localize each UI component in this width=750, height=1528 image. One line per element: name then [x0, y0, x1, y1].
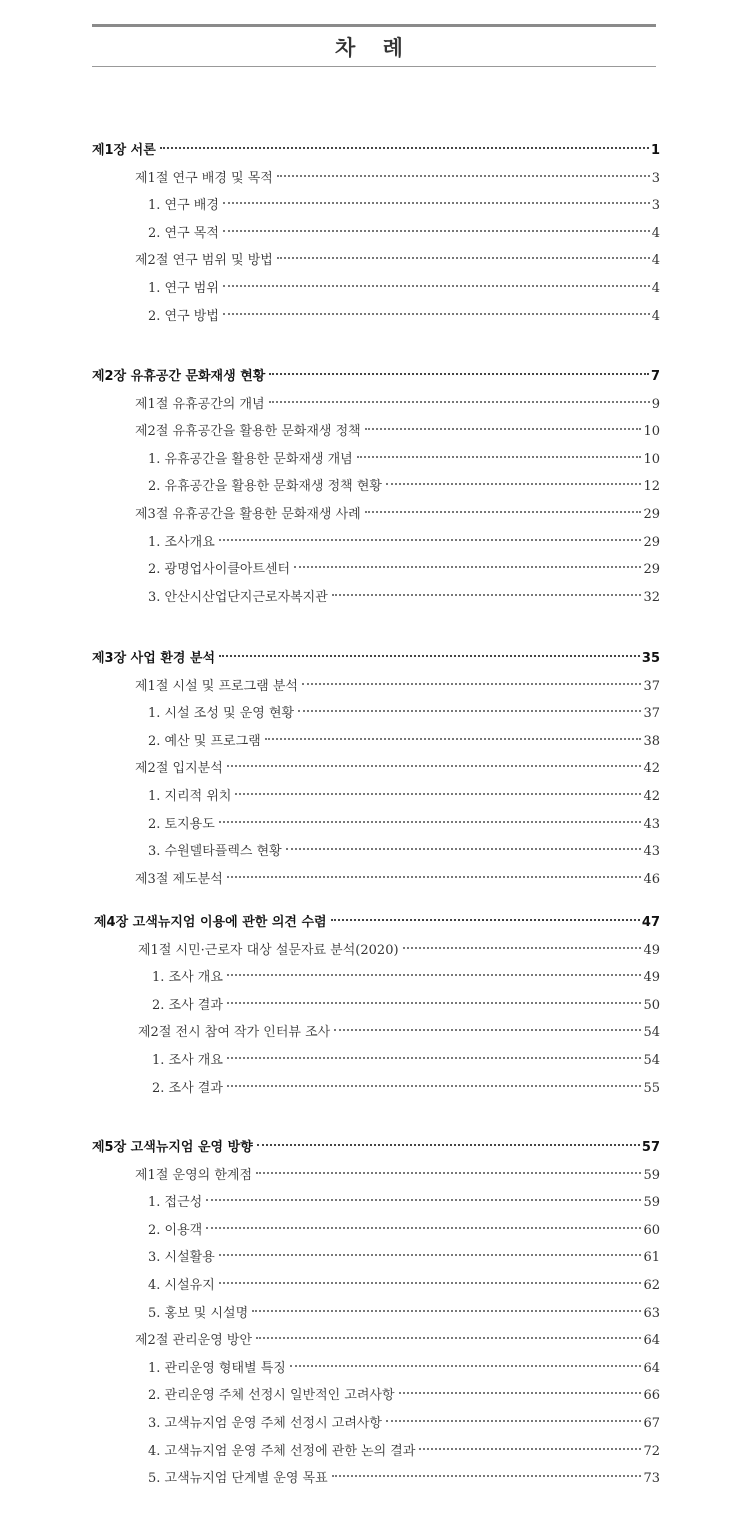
- dot-leader: [223, 230, 650, 232]
- toc-page-number: 54: [643, 1025, 660, 1040]
- dot-leader: [219, 655, 640, 657]
- toc-page-number: 64: [643, 1333, 660, 1348]
- toc-item[interactable]: [148, 195, 660, 217]
- toc-item[interactable]: [148, 1468, 660, 1490]
- dot-leader: [419, 1448, 641, 1450]
- toc-entry-label: 2. 광명업사이클아트센터: [148, 562, 291, 577]
- toc-item[interactable]: [148, 1441, 660, 1463]
- toc-entry-label: 1. 관리운영 형태별 특징: [148, 1361, 286, 1376]
- toc-page-number: 42: [643, 789, 660, 804]
- toc-item[interactable]: [148, 841, 660, 863]
- toc-entry-label: 3. 고색뉴지엄 운영 주체 선정시 고려사항: [148, 1416, 382, 1431]
- dot-leader: [257, 1144, 640, 1146]
- toc-entry-label: 3. 수원델타플렉스 현황: [148, 844, 282, 859]
- dot-leader: [290, 1365, 642, 1367]
- dot-leader: [227, 765, 642, 767]
- toc-item[interactable]: [148, 814, 660, 836]
- toc-page-number: 46: [643, 872, 660, 887]
- dot-leader: [227, 974, 642, 976]
- toc-page-number: 47: [641, 915, 660, 930]
- toc-page-number: 4: [651, 281, 660, 296]
- toc-page-number: 60: [643, 1223, 660, 1238]
- toc-page-number: 29: [643, 535, 660, 550]
- dot-leader: [302, 683, 642, 685]
- toc-entry-label: 2. 유휴공간을 활용한 문화재생 정책 현황: [148, 479, 382, 494]
- toc-section[interactable]: [138, 940, 660, 962]
- dot-leader: [227, 1085, 642, 1087]
- toc-page-number: 43: [643, 844, 660, 859]
- toc-entry-label: 제1절 시민·근로자 대상 설문자료 분석(2020): [138, 943, 399, 958]
- toc-entry-label: 1. 조사개요: [148, 535, 215, 550]
- toc-page-number: 37: [643, 679, 660, 694]
- dot-leader: [223, 285, 650, 287]
- dot-leader: [386, 483, 641, 485]
- toc-item[interactable]: [148, 1192, 660, 1214]
- toc-chapter[interactable]: [94, 912, 660, 934]
- toc-item[interactable]: [148, 703, 660, 725]
- dot-leader: [399, 1392, 642, 1394]
- toc-entry-label: 제1장 서론: [92, 143, 156, 158]
- toc-entry-label: 제1절 유휴공간의 개념: [135, 397, 265, 412]
- toc-entry-label: 1. 접근성: [148, 1195, 203, 1210]
- dot-leader: [223, 202, 650, 204]
- toc-section[interactable]: [138, 1022, 660, 1044]
- toc-page-number: 59: [643, 1168, 660, 1183]
- toc-entry-label: 3. 시설활용: [148, 1250, 215, 1265]
- toc-section[interactable]: [135, 421, 660, 443]
- toc-entry-label: 1. 연구 배경: [148, 198, 219, 213]
- toc-page-number: 67: [643, 1416, 660, 1431]
- toc-page-number: 50: [643, 998, 660, 1013]
- toc-entry-label: 2. 예산 및 프로그램: [148, 734, 261, 749]
- toc-page-number: 3: [651, 198, 660, 213]
- toc-entry-label: 4. 고색뉴지엄 운영 주체 선정에 관한 논의 결과: [148, 1444, 416, 1459]
- toc-page-number: 32: [643, 590, 660, 605]
- toc-page-number: 43: [643, 817, 660, 832]
- dot-leader: [219, 821, 642, 823]
- dot-leader: [334, 1029, 641, 1031]
- dot-leader: [365, 428, 642, 430]
- toc-page-number: 49: [643, 970, 660, 985]
- toc-entry-label: 제3절 유휴공간을 활용한 문화재생 사례: [135, 507, 361, 522]
- toc-item[interactable]: [148, 559, 660, 581]
- toc-item[interactable]: [148, 587, 660, 609]
- toc-page-number: 10: [643, 424, 660, 439]
- toc-page-number: 9: [651, 397, 660, 412]
- toc-page-number: 63: [643, 1306, 660, 1321]
- toc-page-number: 10: [643, 452, 660, 467]
- toc-item[interactable]: [152, 995, 660, 1017]
- dot-leader: [331, 919, 640, 921]
- toc-section[interactable]: [135, 168, 660, 190]
- toc-entry-label: 1. 유휴공간을 활용한 문화재생 개념: [148, 452, 353, 467]
- toc-page-number: 37: [643, 706, 660, 721]
- toc-entry-label: 5. 고색뉴지엄 단계별 운영 목표: [148, 1471, 328, 1486]
- toc-section[interactable]: [135, 676, 660, 698]
- dot-leader: [206, 1227, 641, 1229]
- toc-item[interactable]: [152, 967, 660, 989]
- toc-entry-label: 2. 연구 방법: [148, 309, 219, 324]
- page-title: 차 례: [335, 36, 413, 60]
- toc-entry-label: 1. 연구 범위: [148, 281, 219, 296]
- toc-section[interactable]: [135, 394, 660, 416]
- toc-entry-label: 제4장 고색뉴지엄 이용에 관한 의견 수렴: [94, 915, 327, 930]
- toc-chapter[interactable]: [92, 648, 660, 670]
- dot-leader: [227, 1002, 642, 1004]
- dot-leader: [403, 947, 642, 949]
- dot-leader: [332, 1475, 642, 1477]
- toc-section[interactable]: [135, 504, 660, 526]
- toc-entry-label: 2. 관리운영 주체 선정시 일반적인 고려사항: [148, 1388, 395, 1403]
- toc-entry-label: 3. 안산시산업단지근로자복지관: [148, 590, 328, 605]
- toc-page-number: 4: [651, 309, 660, 324]
- toc-page-number: 61: [643, 1250, 660, 1265]
- toc-page-number: 66: [643, 1388, 660, 1403]
- toc-entry-label: 2. 연구 목적: [148, 226, 219, 241]
- toc-item[interactable]: [148, 306, 660, 328]
- toc-entry-label: 제1절 시설 및 프로그램 분석: [135, 679, 298, 694]
- toc-entry-label: 제1절 운영의 한계점: [135, 1168, 252, 1183]
- toc-section[interactable]: [135, 250, 660, 272]
- toc-section[interactable]: [135, 1330, 660, 1352]
- toc-entry-label: 제2절 유휴공간을 활용한 문화재생 정책: [135, 424, 361, 439]
- toc-item[interactable]: [148, 1247, 660, 1269]
- toc-page-number: 29: [643, 507, 660, 522]
- dot-leader: [227, 1057, 642, 1059]
- dot-leader: [256, 1172, 641, 1174]
- toc-entry-label: 1. 시설 조성 및 운영 현황: [148, 706, 295, 721]
- toc-entry-label: 2. 조사 결과: [152, 998, 223, 1013]
- toc-page-number: 59: [643, 1195, 660, 1210]
- dot-leader: [265, 738, 642, 740]
- toc-page-number: 64: [643, 1361, 660, 1376]
- dot-leader: [286, 848, 642, 850]
- toc-entry-label: 2. 이용객: [148, 1223, 203, 1238]
- toc-chapter[interactable]: [92, 140, 660, 162]
- toc-item[interactable]: [148, 786, 660, 808]
- dot-leader: [277, 257, 650, 259]
- toc-entry-label: 제5장 고색뉴지엄 운영 방향: [92, 1140, 253, 1155]
- toc-page-number: 3: [651, 171, 660, 186]
- dot-leader: [256, 1337, 641, 1339]
- toc-item[interactable]: [148, 223, 660, 245]
- toc-item[interactable]: [148, 449, 660, 471]
- toc-chapter[interactable]: [92, 366, 660, 388]
- toc-item[interactable]: [148, 532, 660, 554]
- toc-entry-label: 2. 토지용도: [148, 817, 215, 832]
- toc-entry-label: 5. 홍보 및 시설명: [148, 1306, 249, 1321]
- toc-page-number: 1: [650, 143, 660, 158]
- toc-item[interactable]: [152, 1050, 660, 1072]
- toc-section[interactable]: [135, 1165, 660, 1187]
- toc-page-number: 55: [643, 1081, 660, 1096]
- toc-section[interactable]: [135, 869, 660, 891]
- dot-leader: [227, 876, 642, 878]
- dot-leader: [365, 511, 642, 513]
- dot-leader: [269, 401, 650, 403]
- toc-page-number: 4: [651, 226, 660, 241]
- dot-leader: [332, 594, 642, 596]
- dot-leader: [219, 1254, 642, 1256]
- toc-page-number: 72: [643, 1444, 660, 1459]
- toc-item[interactable]: [148, 1358, 660, 1380]
- toc-item[interactable]: [148, 1220, 660, 1242]
- toc-item[interactable]: [148, 1413, 660, 1435]
- toc-entry-label: 2. 조사 결과: [152, 1081, 223, 1096]
- toc-entry-label: 제2절 연구 범위 및 방법: [135, 253, 273, 268]
- dot-leader: [386, 1420, 641, 1422]
- toc-entry-label: 제1절 연구 배경 및 목적: [135, 171, 273, 186]
- toc-entry-label: 1. 조사 개요: [152, 970, 223, 985]
- toc-page-number: 54: [643, 1053, 660, 1068]
- toc-page-number: 49: [643, 943, 660, 958]
- dot-leader: [223, 313, 650, 315]
- toc-entry-label: 1. 조사 개요: [152, 1053, 223, 1068]
- dot-leader: [252, 1310, 641, 1312]
- toc-page-number: 73: [643, 1471, 660, 1486]
- toc-entry-label: 제3장 사업 환경 분석: [92, 651, 216, 666]
- dot-leader: [357, 456, 642, 458]
- toc-page-number: 62: [643, 1278, 660, 1293]
- toc-page-number: 38: [643, 734, 660, 749]
- toc-page-number: 42: [643, 761, 660, 776]
- toc-page-number: 35: [641, 651, 660, 666]
- toc-item[interactable]: [148, 476, 660, 498]
- toc-item[interactable]: [148, 731, 660, 753]
- dot-leader: [298, 710, 641, 712]
- toc-page-number: 57: [641, 1140, 660, 1155]
- toc-page-number: 7: [650, 369, 660, 384]
- toc-entry-label: 제2절 관리운영 방안: [135, 1333, 252, 1348]
- toc-chapter[interactable]: [92, 1137, 660, 1159]
- toc-item[interactable]: [148, 1275, 660, 1297]
- toc-page-number: 29: [643, 562, 660, 577]
- toc-entry-label: 제2장 유휴공간 문화재생 현황: [92, 369, 266, 384]
- toc-item[interactable]: [148, 278, 660, 300]
- dot-leader: [277, 175, 650, 177]
- dot-leader: [160, 147, 649, 149]
- dot-leader: [206, 1199, 641, 1201]
- toc-entry-label: 제2절 전시 참여 작가 인터뷰 조사: [138, 1025, 331, 1040]
- toc-item[interactable]: [148, 1303, 660, 1325]
- dot-leader: [294, 566, 641, 568]
- toc-page-number: 12: [643, 479, 660, 494]
- toc-entry-label: 제2절 입지분석: [135, 761, 223, 776]
- dot-leader: [235, 793, 641, 795]
- toc-entry-label: 제3절 제도분석: [135, 872, 223, 887]
- dot-leader: [269, 373, 649, 375]
- toc-item[interactable]: [148, 1385, 660, 1407]
- toc-entry-label: 4. 시설유지: [148, 1278, 215, 1293]
- toc-page-number: 4: [651, 253, 660, 268]
- dot-leader: [219, 1282, 642, 1284]
- toc-section[interactable]: [135, 758, 660, 780]
- toc-entry-label: 1. 지리적 위치: [148, 789, 232, 804]
- dot-leader: [219, 539, 642, 541]
- toc-item[interactable]: [152, 1078, 660, 1100]
